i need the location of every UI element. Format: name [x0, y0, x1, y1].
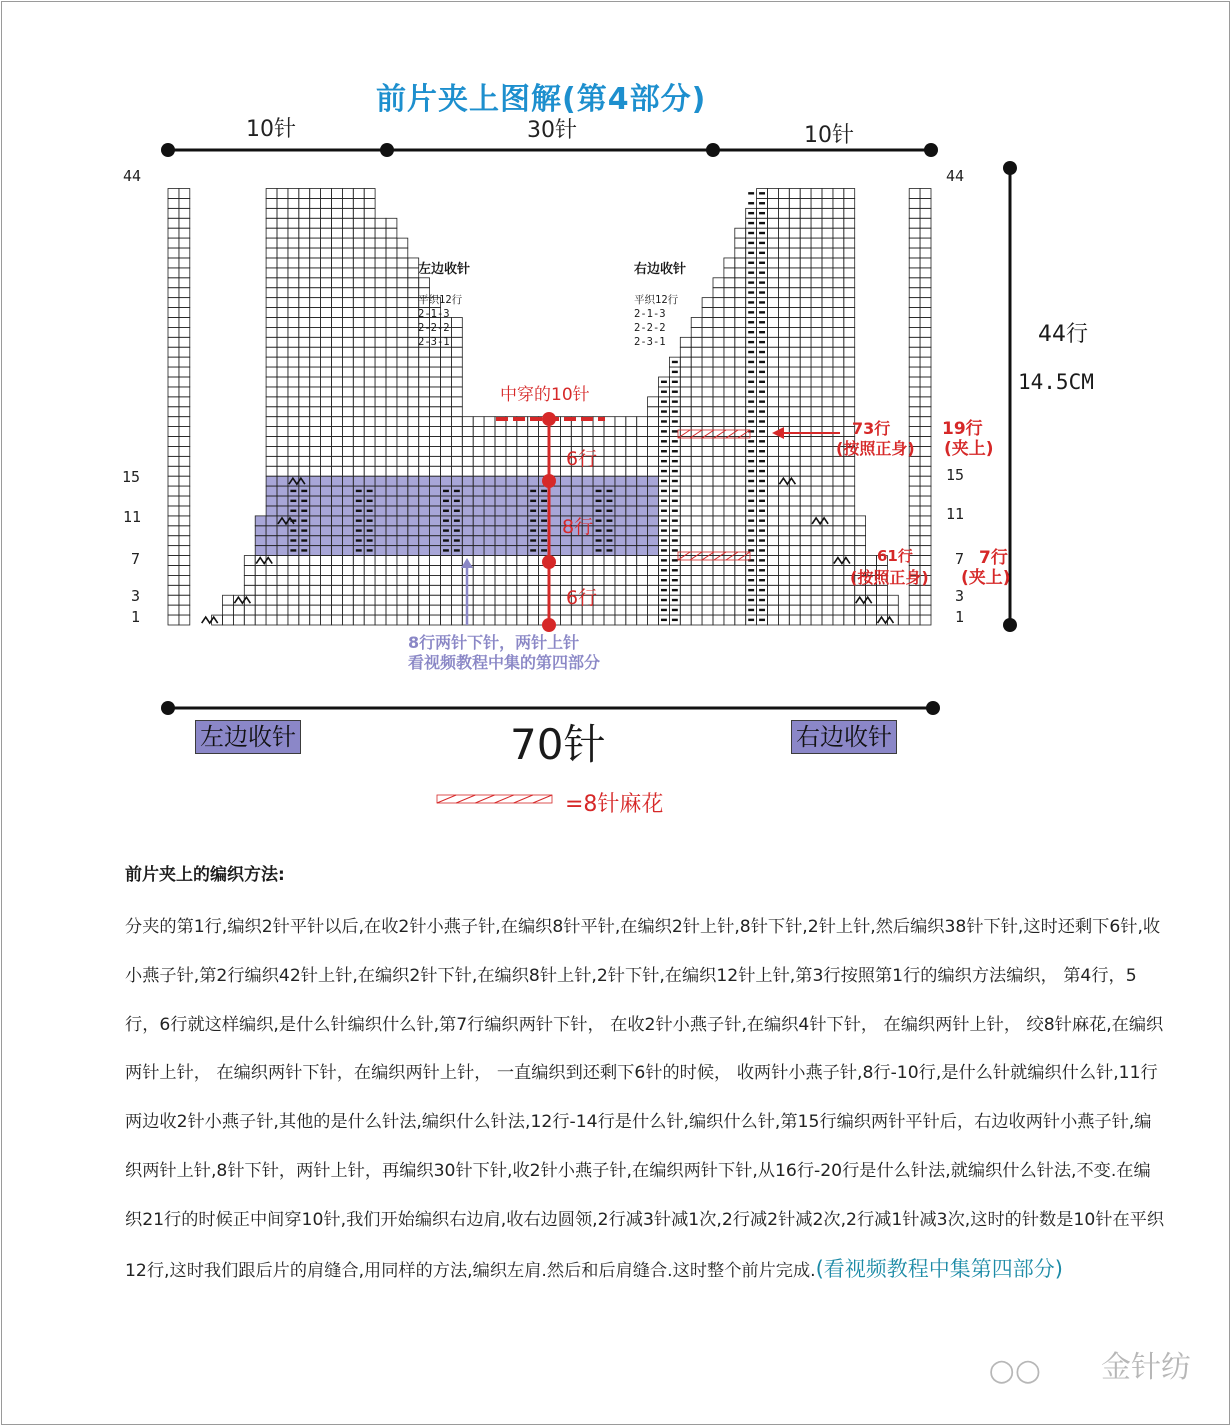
row-label: 11	[123, 508, 142, 526]
wechat-icon: ○○	[988, 1353, 1041, 1388]
left-decrease-steps: 平织12行 2-1-3 2-2-2 2-3-1	[418, 294, 463, 348]
annotation-61rows: 61行	[877, 547, 913, 565]
dim-top-right: 10针	[804, 123, 854, 148]
row-label: 1	[955, 608, 965, 626]
annotation-7rows-note: (夹上)	[961, 568, 1011, 588]
dimension-dot	[706, 143, 720, 157]
decrease-chevron	[878, 617, 894, 623]
row-label: 1	[131, 608, 141, 626]
dimension-dot	[380, 143, 394, 157]
row-label: 15	[122, 468, 141, 486]
dim-top-left: 10针	[246, 117, 296, 142]
chart-title: 前片夹上图解(第4部分)	[376, 82, 707, 117]
row-label: 3	[955, 587, 965, 605]
annotation-19rows: 19行	[942, 419, 983, 439]
watermark: 金针纺	[1101, 1350, 1191, 1385]
dimension-dot	[161, 143, 175, 157]
dimension-dot	[1003, 161, 1017, 175]
annotation-7rows: 7行	[979, 548, 1008, 568]
row-label: 3	[131, 587, 141, 605]
cable-legend-label: =8针麻花	[565, 792, 664, 817]
band-arrowhead	[461, 558, 473, 568]
decrease-chevron	[812, 518, 828, 524]
rows-segment-label: 8行	[562, 516, 594, 538]
right-decrease-steps: 平织12行 2-1-3 2-2-2 2-3-1	[634, 294, 679, 348]
video-link-text: (看视频教程中集第四部分)	[815, 1256, 1063, 1281]
cable-legend-swatch-hatch	[533, 795, 552, 803]
cable-legend-swatch-hatch	[514, 795, 533, 803]
right-decrease-badge: 右边收针	[791, 720, 897, 754]
dimension-dot	[1003, 618, 1017, 632]
decrease-chevron	[234, 597, 250, 603]
cable-marker-lower-hatch	[690, 552, 702, 560]
cable-legend-swatch-hatch	[475, 795, 494, 803]
method-heading: 前片夹上的编织方法:	[125, 865, 285, 885]
decrease-chevron	[256, 558, 272, 564]
left-decrease-heading: 左边收针	[418, 262, 471, 277]
annotation-19rows-note: (夹上)	[944, 439, 994, 459]
cable-marker-lower-hatch	[738, 552, 750, 560]
cable-marker-lower-hatch	[678, 552, 690, 560]
purple-band-note: 8行两针下针，两针上针	[408, 633, 580, 652]
cable-legend-swatch-hatch	[437, 795, 456, 803]
cable-legend-swatch-hatch	[495, 795, 514, 803]
dim-top-middle: 30针	[527, 118, 577, 143]
decrease-chevron	[834, 558, 850, 564]
left-decrease-badge: 左边收针	[195, 720, 301, 754]
decrease-chevron	[856, 597, 872, 603]
row-label: 15	[946, 466, 965, 484]
center-dot	[542, 555, 556, 569]
cable-marker-lower-hatch	[726, 552, 738, 560]
row-label: 7	[955, 550, 965, 568]
dimension-dot	[924, 143, 938, 157]
purple-band-note-video: 看视频教程中集的第四部分	[408, 653, 601, 672]
dimension-dot	[161, 701, 175, 715]
cable-marker-lower-hatch	[702, 552, 714, 560]
decrease-chevron	[779, 478, 795, 484]
right-decrease-heading: 右边收针	[634, 262, 687, 277]
method-paragraph: 分夹的第1行,编织2针平针以后,在收2针小燕子针,在编织8针平针,在编织2针上针,8针下针,2针上针,然后编织38针下针,这时还剩下6针,收小燕子针,第2行编织42针上针,在编织2针下针,在编织8针上针,2针下针,在编织12针上针,第3行按照第1行的编织方法编织， 第4行，5行，6行就这样编织,是什么针编织什么针,第7行编织两针下针， 在收2针小燕子针,在编织4针下针， 在编织两针上针， 绞8针麻花,在编织两针上针， 在编织两针下针，在编织两针上针， 一直编织到还剩下6针的时候， 收两针小燕子针,8行-10行,是什么针就编织什么针,11行两边收2针小燕子针,其他的是什么针法,编织什么针法,12行-14行是什么针,编织什么针,第15行编织两针平针后，右边收两针小燕子针,编织两针上针,8针下针，两针上针，再编织30针下针,收2针小燕子针,在编织两针下针,从16行-20行是什么针法,就编织什么针法,不变.在编织21行的时候正中间穿10针,我们开始编织右边肩,收右边圆领,2行减3针减1次,2行减2针减2次,2行减1针减3次,这时的针数是10针在平织12行,这时我们跟后片的肩缝合,用同样的方法,编织左肩.然后和后肩缝合.这时整个前片完成.(看视频教程中集第四部分)	[125, 917, 1165, 1281]
rows-segment-label: 6行	[566, 448, 598, 470]
row-label: 11	[946, 505, 965, 523]
row-label: 44	[946, 167, 965, 185]
height-rows: 44行	[1038, 322, 1088, 347]
cable-legend-swatch-hatch	[456, 795, 475, 803]
dimension-dot	[926, 701, 940, 715]
annotation-61rows-note: (按照正身)	[850, 568, 929, 587]
total-stitches: 70针	[510, 720, 606, 769]
center-bind-label: 中穿的10针	[500, 385, 590, 405]
row-label: 7	[131, 550, 141, 568]
row-label: 44	[123, 167, 142, 185]
annotation-73rows-note: (按照正身)	[836, 439, 915, 458]
annotation-arrowhead	[772, 427, 784, 439]
center-dot	[542, 474, 556, 488]
rows-segment-label: 6行	[566, 587, 598, 609]
center-dot	[542, 412, 556, 426]
height-cm: 14.5CM	[1018, 370, 1094, 394]
decrease-chevron	[202, 617, 218, 623]
annotation-73rows: 73行	[852, 419, 891, 438]
